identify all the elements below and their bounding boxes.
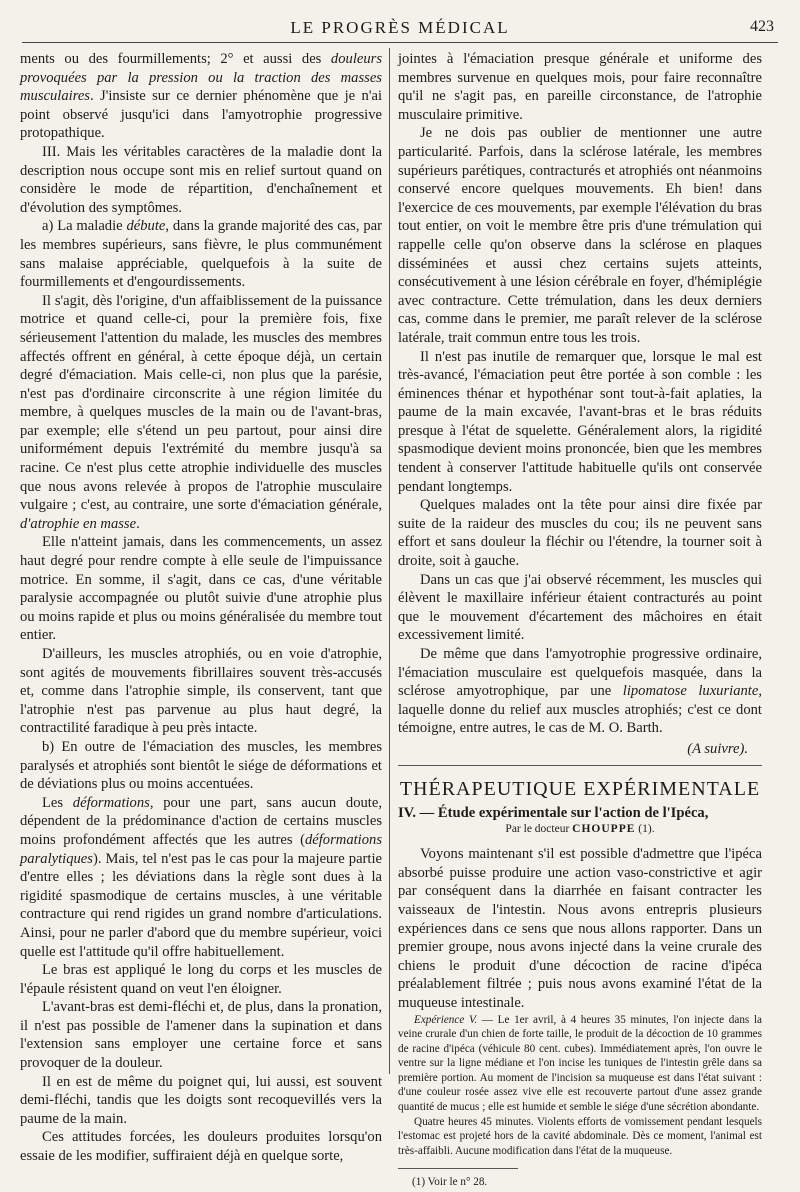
right-column [398,50,763,1189]
paragraph: Il n'est pas inutile de remarquer que, lorsque le mal est très-avancé, l'émaciation peut être portée à son comble : les éminences thénar et hypothénar sont tout-à-fait aplaties, la paume de la main excavée, l'avant-bras et le bras réduits presque à l'état de squelette. Généralement alors, la rigidité spasmodique devient moins prononcée, bien que les membres tendent à conserver l'attitude habituelle qu'ils ont conservée pendant longtemps. [398,348,762,495]
column-divider [389,48,390,1074]
paragraph: Le bras est appliqué le long du corps et les muscles de l'épaule résistent quand on veut l'en éloigner. [20,962,382,997]
paragraph: Ces attitudes forcées, les douleurs produites lorsqu'on essaie de les modifier, suffiraient déjà en quelque sorte, [20,1129,382,1165]
paragraph: Voyons maintenant s'il est possible d'admettre que l'ipéca absorbé puisse produire une action vaso-constrictive et agir par conséquent dans la diarrhée en faisant contracter les vaisseaux de l'intestin. Nous avons entrepris plusieurs expériences dans ce sens que nous allons rapporter. Dans un premier groupe, nous avons injecté dans la veine crurale des chiens le produit d'une décoction de racine d'ipéca préalablement filtrée ; puis nous avons examiné l'état de la muqueuse intestinale. [398,846,762,1011]
paragraph: Les déformations, pour une part, sans aucun doute, dépendent de la prédominance d'action de certains muscles moins profondément affectés que les autres (déformations paralytiques). Mais, tel n'est pas le cas pour la majeure partie d'entre elles ; les déviations dans la règle sont dues à la rigidité spasmodique de certains muscles, à une véritable contracture qui rend rigides un grand nombre d'articulations. Ainsi, pour ne parler d'abord que du membre supérieur, voici quelle est l'attitude qu'il offre habituellement. [20,794,382,960]
paragraph: D'ailleurs, les muscles atrophiés, ou en voie d'atrophie, sont agités de mouvements fibrillaires souvent très-accusés et, comme dans l'atrophie simple, ils conservent, tant que l'atrophie n'est pas parvenue au plus haut degré, la contractilité faradique à peu près intacte. [20,646,382,737]
left-column [20,50,382,1165]
paragraph: De même que dans l'amyotrophie progressive ordinaire, l'émaciation musculaire est quelquefois masquée, dans la sclérose amyotrophique, par une lipomatose luxuriante, laquelle donne du relief aux muscles atrophiés; c'est ce dont témoigne, entre autres, le cas de M. O. Barth. [398,646,762,737]
paragraph: L'avant-bras est demi-fléchi et, de plus, dans la pronation, il n'est pas possible de l'amener dans la supination et dans l'extension sans employer une certaine force et sans provoquer de la douleur. [20,999,382,1072]
paragraph: Dans un cas que j'ai observé récemment, les muscles qui élèvent le maxillaire inférieur étaient contracturés au point que le mouvement d'écartement des mâchoires en était excessivement limité. [398,571,762,644]
paragraph: III. Mais les véritables caractères de la maladie dont la description nous occupe sont mis en relief surtout quand on considère le mode de répartition, d'enchaînement et d'évolution des symptômes. [20,143,382,216]
experiment-paragraph: Quatre heures 45 minutes. Violents efforts de vomissement pendant lesquels l'estomac est projeté hors de la cavité abdominale. Dès ce moment, l'animal est très-affaibli. Aucune modification dans l'état de la muqueuse. [398,1115,762,1157]
paragraph: ments ou des fourmillements; 2° et aussi des douleurs provoquées par la pression ou la traction des masses musculaires. J'insiste sur ce dernier phénomène que je n'ai point observé jusqu'ici dans l'amyotrophie progressive protopathique. [20,51,382,142]
footnote: (1) Voir le n° 28. [412,1176,488,1189]
footnote-rule [398,1168,518,1169]
paragraph: Elle n'atteint jamais, dans les commencements, un assez haut degré pour rendre compte à elle seule de l'impuissance motrice. En somme, il s'agit, dans ce cas, d'une véritable paralysie accompagnée ou plutôt suivie d'une atrophie plus ou moins rapide et plus ou moins généralisée du membre tout entier. [20,534,382,644]
paragraph: Il en est de même du poignet qui, lui aussi, est souvent demi-fléchi, tandis que les doigts sont recoquevillés vers la paume de la main. [20,1073,382,1127]
paragraph: b) En outre de l'émaciation des muscles, les membres paralysés et atrophiés sont bientôt le siége de déformations et de déviations plus ou moins accentuées. [20,738,382,793]
section-heading: THÉRAPEUTIQUE EXPÉRIMENTALE [399,777,761,800]
to-be-continued: (A suivre). [687,740,748,757]
paragraph: Je ne dois pas oublier de mentionner une autre particularité. Parfois, dans la sclérose latérale, les membres supérieurs parétiques, contracturés et atrophiés ont néanmoins conservé encore quelques mouvements. Eh bien! dans l'exercice de ces mouvements, par exemple l'élévation du bras tout entier, on voit le membre être pris d'une trémulation qui rappelle celle qu'on observe dans la sclérose en plaques disséminées et aussi chez certains sujets atteints, consécutivement à une lésion cérébrale en foyer, d'hémiplégie avec contracture. Cette trémulation, dans les deux derniers cas, comme dans le premier, me paraît relever de la sclérose latérale, trait commun entre tous les trois. [398,125,762,346]
experiment-paragraph: Expérience V. — Le 1er avril, à 4 heures 35 minutes, l'on injecte dans la veine crurale d'un chien de forte taille, le produit de la décoction de 10 grammes de racine d'ipéca (véhicule 80 cent. cubes). Immédiatement après, l'on ouvre le ventre sur la ligne médiane et l'on incise les tuniques de l'intestin grêle dans sa première portion. Au moment de l'incision sa muqueuse est dans l'état suivant : d'une couleur rosée assez vive elle est recouverte partout d'une assez grande quantité de mucus ; elle est humide et semble le siége d'une sécrétion abondante. [398,1013,763,1114]
paragraph: Quelques malades ont la tête pour ainsi dire fixée par suite de la raideur des muscles du cou; ils ne peuvent sans effort et sans douleur la fléchir ou l'étendre, la tourner soit à droite, soit à gauche. [398,497,762,570]
article-title: IV. — Étude expérimentale sur l'action de l'Ipéca, [398,804,709,821]
paragraph: a) La maladie débute, dans la grande majorité des cas, par les membres supérieurs, sans fièvre, le plus communément sans malaise appréciable, quelquefois à la suite de fourmillements et d'engourdissements. [20,218,382,291]
journal-title: LE PROGRÈS MÉDICAL [290,18,510,37]
paragraph: jointes à l'émaciation presque générale et uniforme des membres survenue en quelques mois, pour faire reconnaître qu'il ne s'agit pas, en pareille circonstance, de l'atrophie musculaire primitive. [398,51,762,123]
page-number: 423 [750,18,774,35]
byline: Par le docteur CHOUPPE (1). [505,823,655,836]
running-header [22,14,778,43]
paragraph: Il s'agit, dès l'origine, d'un affaiblissement de la puissance motrice et quand celle-ci, pour la première fois, fixe sérieusement l'attention du malade, les muscles des membres affectés offrent en général, à cette époque déjà, un certain degré d'émaciation. Mais celle-ci, non plus que la parésie, n'est pas d'ordinaire circonscrite à une région limitée du membre, à quelques muscles de la main ou de l'avant-bras, par exemple; elle s'étend un peu partout, pour ainsi dire uniformément depuis l'extrémité du membre jusqu'à sa racine. Ce n'est plus cette atrophie individuelle des muscles que nous avons relevée à propos de l'atrophie musculaire vulgaire ; c'est, au contraire, une sorte d'émaciation générale, d'atrophie en masse. [20,292,382,532]
experiment-report [398,1013,762,1159]
section-separator [398,765,762,766]
